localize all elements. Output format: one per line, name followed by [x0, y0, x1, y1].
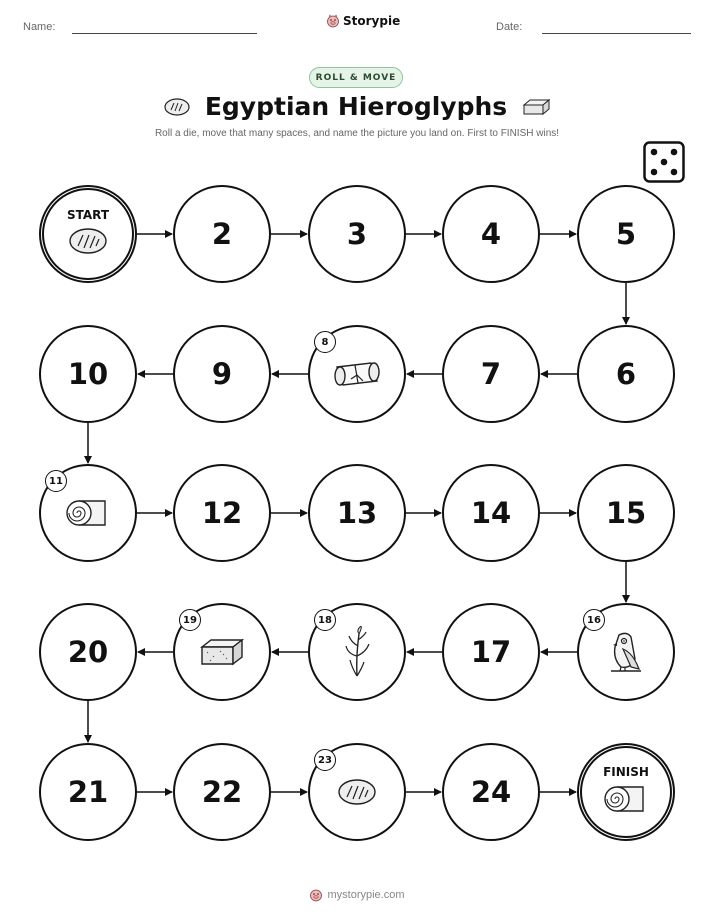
reed-icon — [342, 626, 372, 682]
space-2 — [173, 185, 271, 283]
space-number: 10 — [67, 357, 109, 391]
space-number: 4 — [480, 217, 502, 251]
space-start — [39, 185, 137, 283]
rolled-cloth-icon — [603, 783, 649, 819]
space-8 — [308, 325, 406, 423]
space-11 — [39, 464, 137, 562]
space-23 — [308, 743, 406, 841]
bread-icon — [337, 777, 377, 811]
brand-name: Storypie — [343, 14, 401, 28]
space-number-tag: 16 — [583, 609, 605, 631]
space-number: 2 — [211, 217, 233, 251]
date-label: Date: — [496, 21, 523, 33]
space-number: 20 — [67, 635, 109, 669]
page-title-text: Egyptian Hieroglyphs — [204, 92, 508, 121]
space-14 — [442, 464, 540, 562]
space-number: 24 — [470, 775, 512, 809]
owl-icon — [605, 629, 647, 679]
scroll-icon — [331, 357, 383, 395]
space-finish — [577, 743, 675, 841]
pig-icon — [309, 888, 323, 902]
brick-icon — [198, 636, 246, 672]
space-number: 13 — [336, 496, 378, 530]
space-number: 12 — [201, 496, 243, 530]
space-13 — [308, 464, 406, 562]
space-9 — [173, 325, 271, 423]
rolled-cloth-icon — [65, 497, 111, 533]
space-number: 3 — [346, 217, 368, 251]
space-number: 22 — [201, 775, 243, 809]
space-19 — [173, 603, 271, 701]
space-number-tag: 8 — [314, 331, 336, 353]
space-number: 7 — [480, 357, 502, 391]
space-number: 14 — [470, 496, 512, 530]
space-number: 17 — [470, 635, 512, 669]
space-number: 5 — [615, 217, 637, 251]
space-label: FINISH — [603, 765, 649, 779]
space-21 — [39, 743, 137, 841]
space-4 — [442, 185, 540, 283]
space-16 — [577, 603, 675, 701]
space-20 — [39, 603, 137, 701]
instructions: Roll a die, move that many spaces, and name the picture you land on. First to FINISH wins! — [154, 128, 560, 139]
space-12 — [173, 464, 271, 562]
space-number: 6 — [615, 357, 637, 391]
space-number: 9 — [211, 357, 233, 391]
footer — [0, 888, 714, 902]
space-number: 21 — [67, 775, 109, 809]
space-number-tag: 19 — [179, 609, 201, 631]
space-15 — [577, 464, 675, 562]
space-17 — [442, 603, 540, 701]
game-type-badge: ROLL & MOVE — [309, 67, 403, 88]
space-6 — [577, 325, 675, 423]
space-label: START — [66, 208, 110, 222]
space-22 — [173, 743, 271, 841]
space-24 — [442, 743, 540, 841]
space-number: 15 — [605, 496, 647, 530]
space-number-tag: 18 — [314, 609, 336, 631]
space-number-tag: 23 — [314, 749, 336, 771]
space-7 — [442, 325, 540, 423]
space-5 — [577, 185, 675, 283]
space-18 — [308, 603, 406, 701]
bread-icon — [68, 226, 108, 260]
space-number-tag: 11 — [45, 470, 67, 492]
footer-url[interactable]: mystorypie.com — [327, 889, 405, 901]
space-3 — [308, 185, 406, 283]
space-10 — [39, 325, 137, 423]
name-label: Name: — [23, 21, 56, 33]
